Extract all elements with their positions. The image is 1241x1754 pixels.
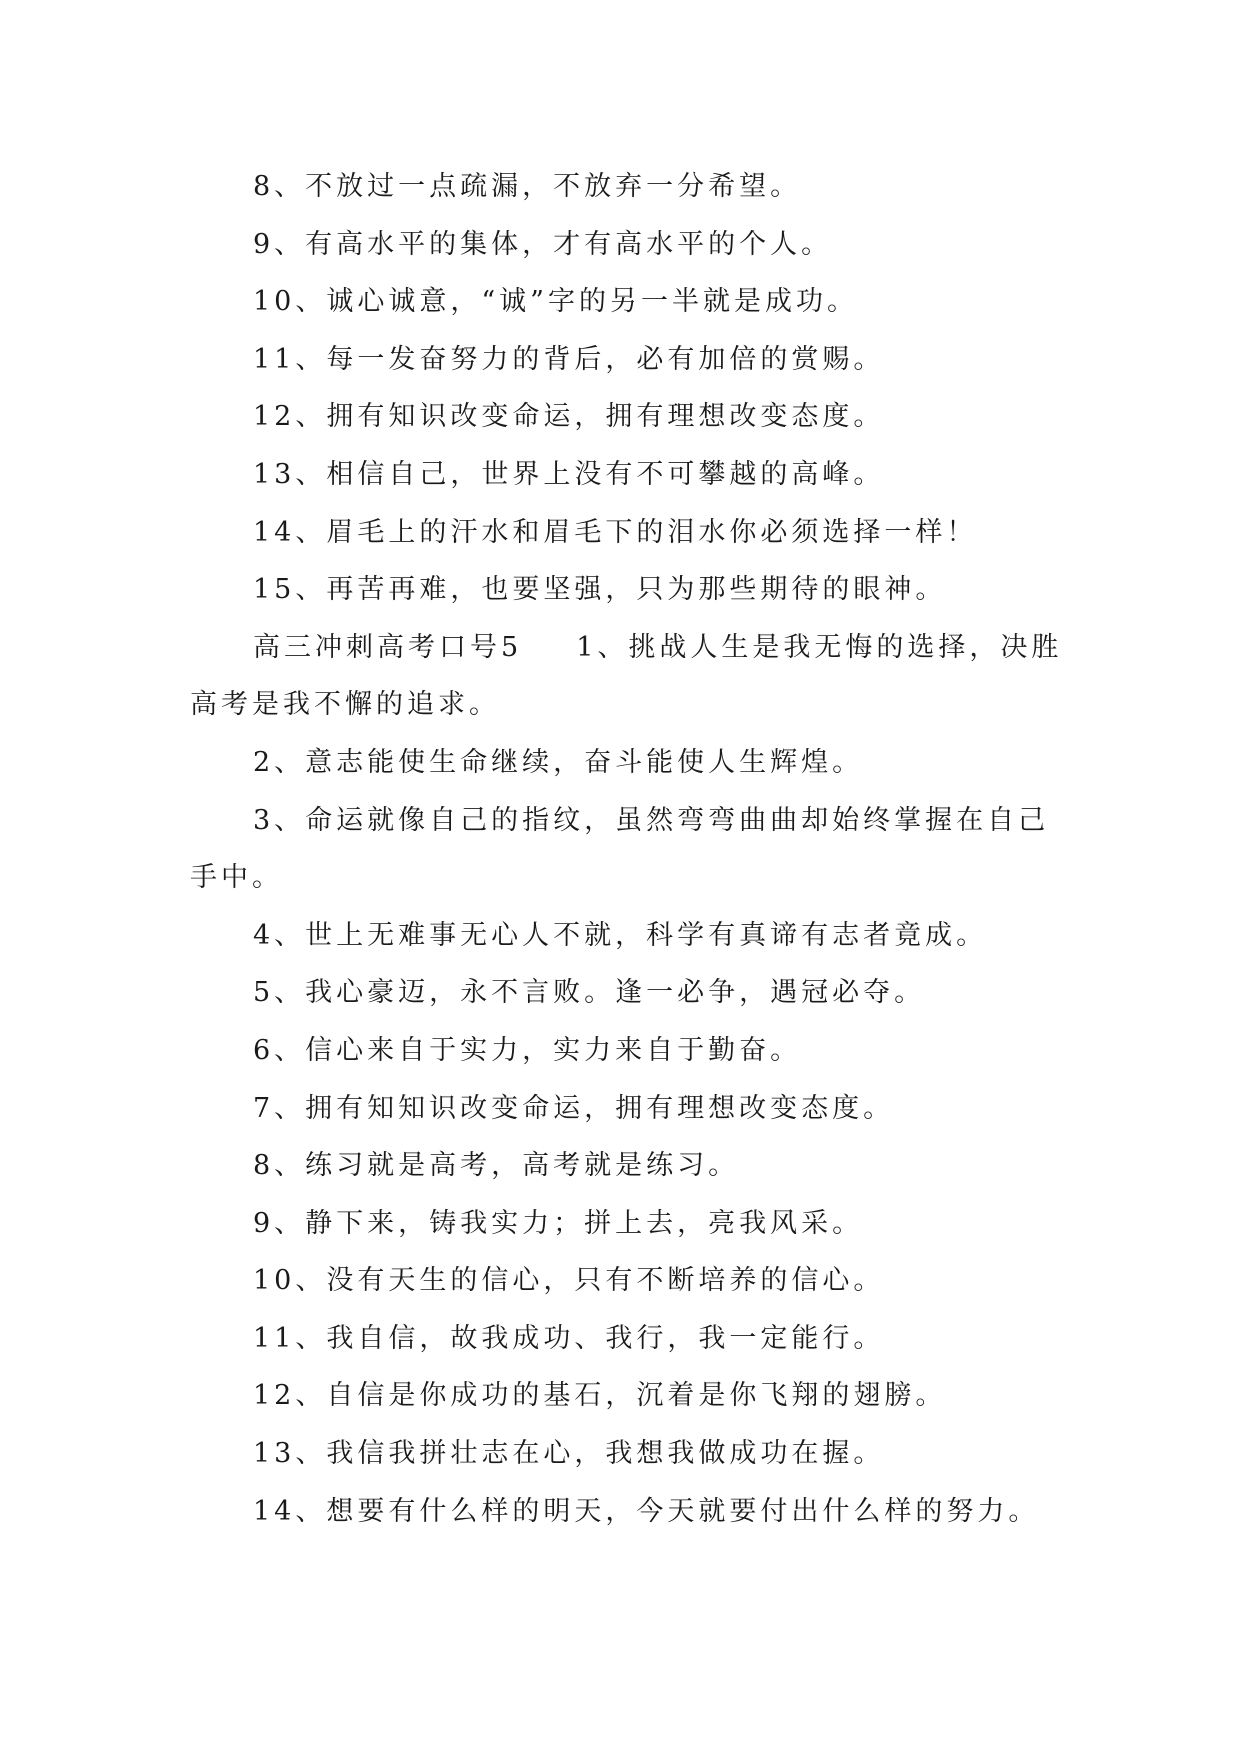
slogan-line: 9、有高水平的集体，才有高水平的个人。	[253, 228, 833, 260]
section-title: 高三冲刺高考口号5	[253, 631, 523, 663]
slogan-line: 14、眉毛上的汗水和眉毛下的泪水你必须选择一样！	[253, 516, 978, 548]
slogan-line: 2、意志能使生命继续，奋斗能使人生辉煌。	[253, 746, 864, 778]
slogan-line: 7、拥有知知识改变命运，拥有理想改变态度。	[253, 1092, 895, 1124]
slogan-line: 12、自信是你成功的基石，沉着是你飞翔的翅膀。	[253, 1380, 947, 1412]
slogan-line: 13、相信自己，世界上没有不可攀越的高峰。	[253, 458, 885, 490]
slogan-line: 10、没有天生的信心，只有不断培养的信心。	[253, 1265, 885, 1297]
slogan-line: 9、静下来，铸我实力；拼上去，亮我风采。	[253, 1207, 864, 1239]
section-paragraph	[190, 619, 1070, 734]
slogan-line: 8、不放过一点疏漏，不放弃一分希望。	[253, 171, 802, 202]
slogan-line: 11、每一发奋努力的背后，必有加倍的赏赐。	[253, 343, 885, 375]
slogan-line: 3、命运就像自己的指纹，虽然弯弯曲曲却始终掌握在自己手中。	[190, 804, 1050, 894]
slogan-line: 11、我自信，故我成功、我行，我一定能行。	[253, 1322, 885, 1354]
section-first-item: 1、挑战人生是我无悔的选择，决胜高考是我不懈的追求。	[190, 631, 1063, 721]
slogan-line: 8、练习就是高考，高考就是练习。	[253, 1150, 740, 1182]
slogan-line: 13、我信我拼壮志在心，我想我做成功在握。	[253, 1438, 885, 1470]
slogan-line: 12、拥有知识改变命运，拥有理想改变态度。	[253, 401, 885, 433]
document-body	[190, 158, 1070, 1540]
slogan-line: 6、信心来自于实力，实力来自于勤奋。	[253, 1034, 802, 1066]
slogan-line: 15、再苦再难，也要坚强，只为那些期待的眼神。	[253, 574, 947, 606]
slogan-line: 4、世上无难事无心人不就，科学有真谛有志者竟成。	[253, 919, 988, 951]
slogan-line: 14、想要有什么样的明天，今天就要付出什么样的努力。	[253, 1495, 1040, 1527]
slogan-line: 5、我心豪迈，永不言败。逢一必争，遇冠必夺。	[253, 977, 926, 1009]
slogan-line: 10、诚心诚意，“诚”字的另一半就是成功。	[253, 286, 858, 318]
